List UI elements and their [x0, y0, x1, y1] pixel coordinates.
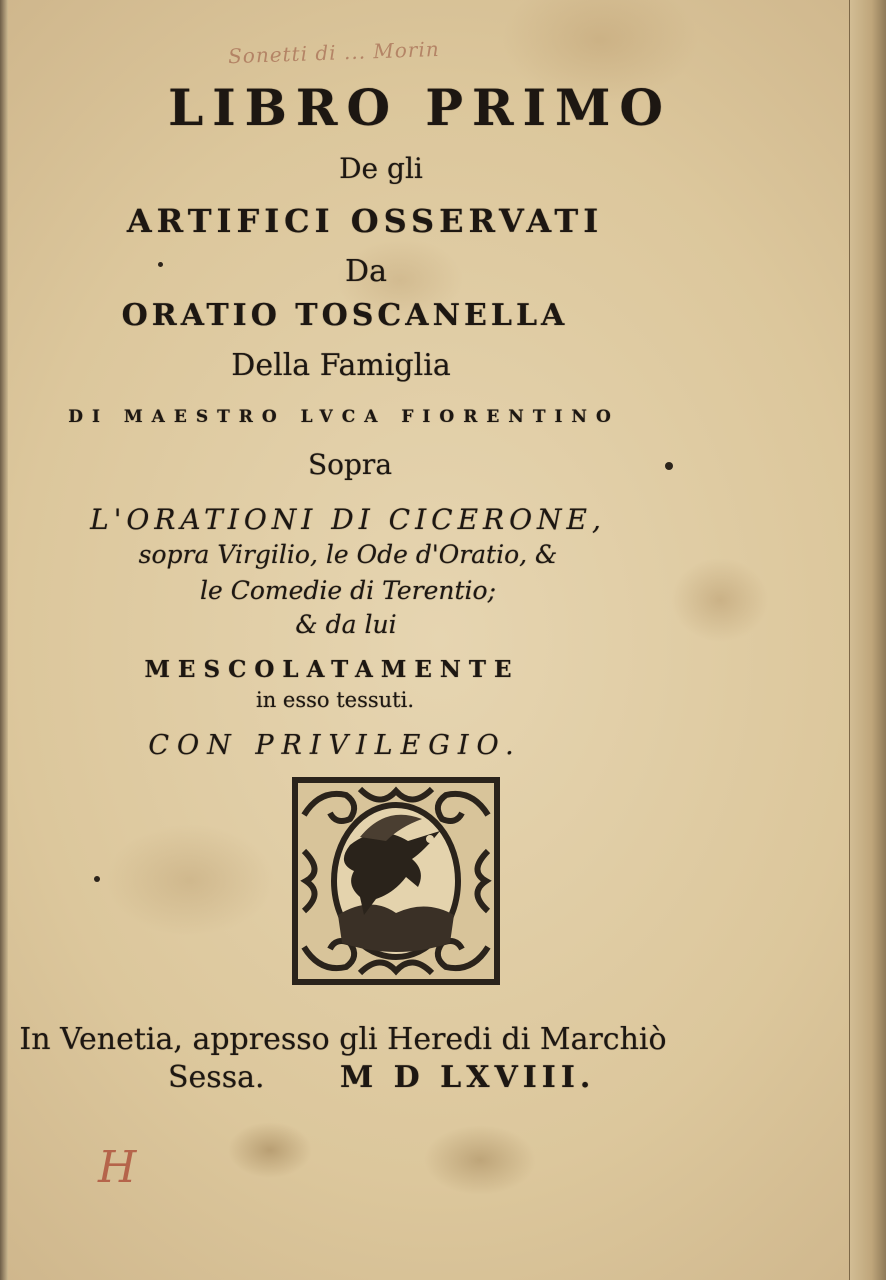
title-line-6: Della Famiglia [231, 348, 451, 383]
title-line-10: sopra Virgilio, le Ode d'Oratio, & [138, 540, 558, 569]
printer-device-pegasus-icon [290, 775, 502, 987]
margin-mark: H [98, 1142, 137, 1193]
page-edge-right [849, 0, 886, 1280]
title-line-8: Sopra [307, 448, 393, 481]
ink-spot [158, 262, 163, 267]
imprint-line-1: In Venetia, appresso gli Heredi di Marchiò [19, 1022, 667, 1057]
title-line-1: LIBRO PRIMO [168, 78, 672, 137]
imprint-date: M D LXVIII. [340, 1060, 596, 1095]
title-line-15: CON PRIVILEGIO. [148, 730, 522, 761]
title-line-9: L'ORATIONI DI CICERONE, [90, 503, 606, 536]
imprint-place: Sessa. [168, 1060, 265, 1095]
title-line-3: ARTIFICI OSSERVATI [126, 202, 604, 240]
title-line-2: De gli [339, 152, 423, 185]
title-line-5: ORATIO TOSCANELLA [121, 298, 569, 333]
title-line-11: le Comedie di Terentio; [200, 576, 496, 605]
page-edge-left [0, 0, 8, 1280]
title-line-12: & da lui [295, 610, 397, 639]
title-line-7: DI MAESTRO LVCA FIORENTINO [68, 407, 620, 427]
ink-spot [94, 876, 100, 882]
ink-spot [665, 462, 673, 470]
title-line-4: Da [345, 254, 387, 289]
title-line-14: in esso tessuti. [256, 688, 414, 712]
handwritten-inscription: Sonetti di ... Morin [227, 36, 441, 69]
title-line-13: MESCOLATAMENTE [144, 656, 520, 683]
